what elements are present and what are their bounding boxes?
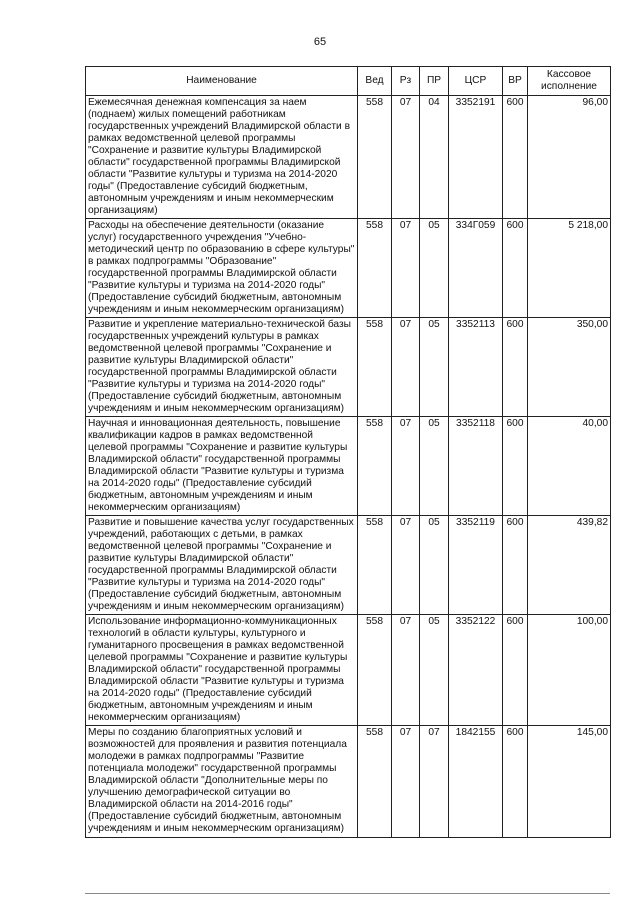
table-row	[86, 318, 611, 417]
row-vr: 600	[503, 516, 528, 615]
row-sum: 100,00	[528, 615, 611, 726]
row-rz: 07	[392, 417, 420, 516]
row-ved: 558	[358, 417, 392, 516]
row-rz: 07	[392, 516, 420, 615]
row-vr: 600	[503, 726, 528, 838]
row-ved: 558	[358, 516, 392, 615]
row-vr: 600	[503, 219, 528, 318]
row-sum: 5 218,00	[528, 219, 611, 318]
row-ved: 558	[358, 726, 392, 838]
page-number: 65	[313, 36, 327, 48]
row-sum: 145,00	[528, 726, 611, 838]
row-rz: 07	[392, 219, 420, 318]
row-name: Развитие и укрепление материально-технической базы государственных учреждений культуры в рамках ведомственной целевой программы "Сохранение и развитие культуры Владимирской области" государственной программы Владимирской области "Развитие культуры и туризма на 2014-2020 годы" (Предоставление субсидий бюджетным, автономным учреждениям и иным некоммерческим организациям)	[86, 318, 358, 417]
table-row	[86, 516, 611, 615]
row-pr: 05	[420, 219, 449, 318]
row-sum: 40,00	[528, 417, 611, 516]
row-csr: 3352191	[449, 96, 503, 219]
table-row	[86, 219, 611, 318]
header-sum: Кассовое исполнение	[528, 67, 611, 96]
row-rz: 07	[392, 726, 420, 838]
row-csr: 3352113	[449, 318, 503, 417]
table-header	[86, 67, 611, 96]
row-ved: 558	[358, 96, 392, 219]
row-pr: 05	[420, 516, 449, 615]
row-vr: 600	[503, 417, 528, 516]
header-name: Наименование	[86, 67, 358, 96]
table-row	[86, 615, 611, 726]
row-csr: 3352119	[449, 516, 503, 615]
row-pr: 05	[420, 417, 449, 516]
bottom-divider	[85, 893, 610, 894]
header-row	[86, 67, 611, 96]
row-vr: 600	[503, 96, 528, 219]
row-name: Научная и инновационная деятельность, повышение квалификации кадров в рамках ведомственной целевой программы "Сохранение и развитие культуры Владимирской области" государственной программы Владимирской области "Развитие культуры и туризма на 2014-2020 годы" (Предоставление субсидий бюджетным, автономным учреждениям и иным некоммерческим организациям)	[86, 417, 358, 516]
row-ved: 558	[358, 615, 392, 726]
row-rz: 07	[392, 615, 420, 726]
row-rz: 07	[392, 318, 420, 417]
row-csr: 3352122	[449, 615, 503, 726]
row-name: Использование информационно-коммуникационных технологий в области культуры, культурного и гуманитарного просвещения в рамках ведомственной целевой программы "Сохранение и развитие культуры Владимирской области" государственной программы Владимирской области "Развитие культуры и туризма на 2014-2020 годы" (Предоставление субсидий бюджетным, автономным учреждениям и иным некоммерческим организациям)	[86, 615, 358, 726]
row-csr: 1842155	[449, 726, 503, 838]
header-rz: Рз	[392, 67, 420, 96]
header-csr: ЦСР	[449, 67, 503, 96]
row-sum: 439,82	[528, 516, 611, 615]
row-pr: 05	[420, 615, 449, 726]
row-vr: 600	[503, 318, 528, 417]
row-pr: 04	[420, 96, 449, 219]
row-pr: 07	[420, 726, 449, 838]
row-name: Ежемесячная денежная компенсация за наем (поднаем) жилых помещений работникам государственных учреждений Владимирской области в рамках ведомственной целевой программы "Сохранение и развитие культуры Владимирской области" государственной программы Владимирской области "Развитие культуры и туризма на 2014-2020 годы" (Предоставление субсидий бюджетным, автономным учреждениям и иным некоммерческим организациям)	[86, 96, 358, 219]
row-vr: 600	[503, 615, 528, 726]
table-body	[86, 96, 611, 838]
row-name: Расходы на обеспечение деятельности (оказание услуг) государственного учреждения "Учебно-методический центр по образованию в сфере культуры" в рамках подпрограммы "Образование" государственной программы Владимирской области "Развитие культуры и туризма на 2014-2020 годы" (Предоставление субсидий бюджетным, автономным учреждениям и иным некоммерческим организациям)	[86, 219, 358, 318]
row-csr: 334Г059	[449, 219, 503, 318]
row-rz: 07	[392, 96, 420, 219]
row-name: Меры по созданию благоприятных условий и возможностей для проявления и развития потенциала молодежи в рамках подпрограммы "Развитие потенциала молодежи" государственной программы Владимирской области "Дополнительные меры по улучшению демографической ситуации во Владимирской области на 2014-2016 годы" (Предоставление субсидий бюджетным, автономным учреждениям и иным некоммерческим организациям)	[86, 726, 358, 838]
table-row	[86, 417, 611, 516]
row-sum: 350,00	[528, 318, 611, 417]
table-row	[86, 726, 611, 838]
row-sum: 96,00	[528, 96, 611, 219]
header-vr: ВР	[503, 67, 528, 96]
row-pr: 05	[420, 318, 449, 417]
table-row	[86, 96, 611, 219]
budget-table	[85, 66, 611, 838]
row-ved: 558	[358, 219, 392, 318]
header-pr: ПР	[420, 67, 449, 96]
row-csr: 3352118	[449, 417, 503, 516]
row-ved: 558	[358, 318, 392, 417]
row-name: Развитие и повышение качества услуг государственных учреждений, работающих с детьми, в рамках ведомственной целевой программы "Сохранение и развитие культуры Владимирской области" государственной программы Владимирской области "Развитие культуры и туризма на 2014-2020 годы" (Предоставление субсидий бюджетным, автономным учреждениям и иным некоммерческим организациям)	[86, 516, 358, 615]
header-ved: Вед	[358, 67, 392, 96]
